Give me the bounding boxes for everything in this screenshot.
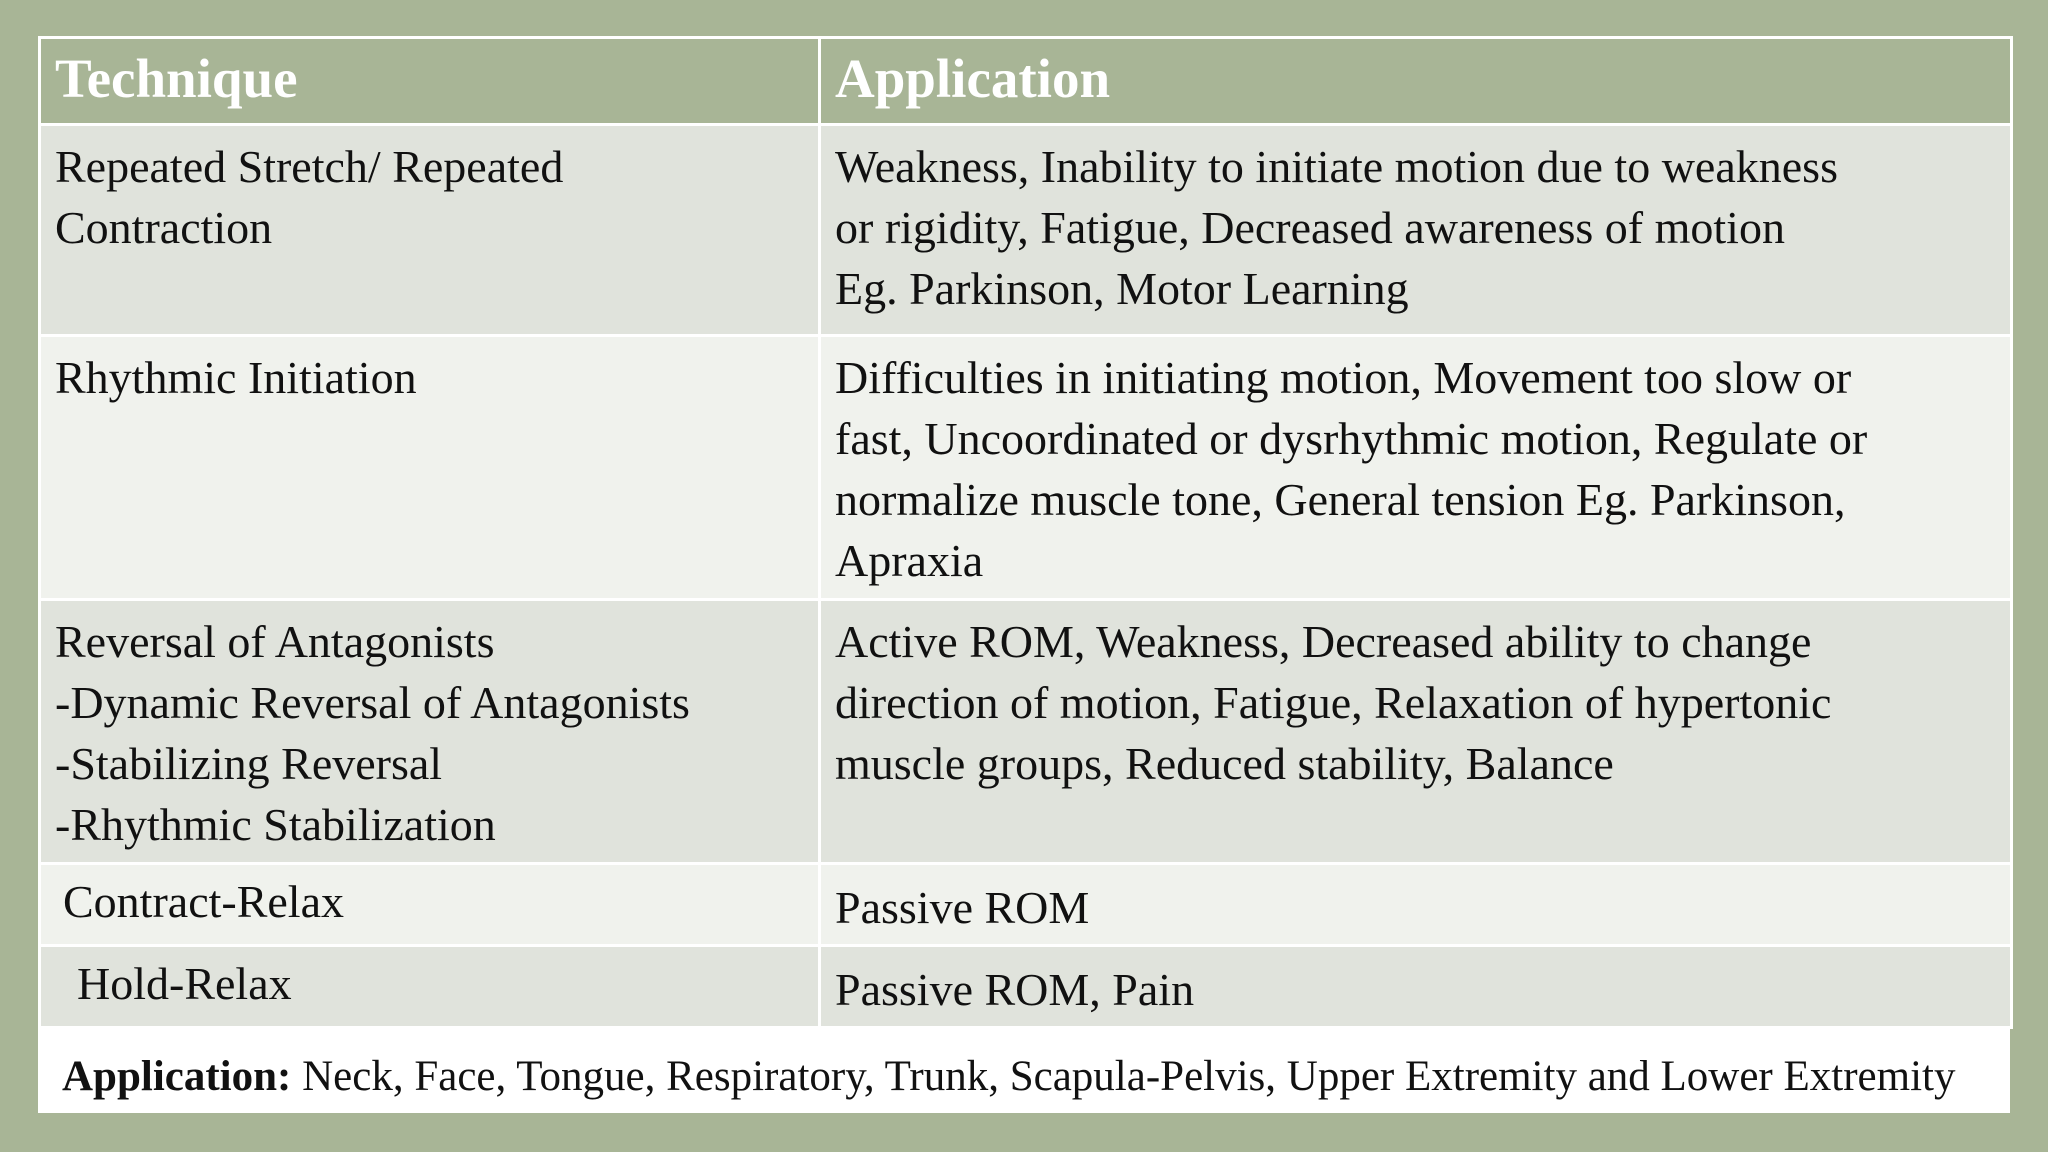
technique-line: -Stabilizing Reversal [55,738,443,789]
application-line: Active ROM, Weakness, Decreased ability to change [835,616,1812,667]
technique-cell [40,336,820,600]
application-line: Passive ROM [835,882,1090,933]
application-cell [820,600,2012,864]
header-application: Application [820,38,2012,125]
technique-line: Hold-Relax [77,958,292,1009]
application-line: Passive ROM, Pain [835,964,1195,1015]
application-line: normalize muscle tone, General tension Eg. Parkinson, [835,474,1846,525]
technique-line: Contract-Relax [63,876,345,927]
table-row [40,946,2012,1028]
table-row [40,864,2012,946]
header-row [40,38,2012,125]
technique-table [38,36,2010,1113]
application-line: fast, Uncoordinated or dysrhythmic motion, Regulate or [835,413,1868,464]
application-cell [820,125,2012,336]
footnote-label: Application: [62,1053,292,1100]
table-row [40,125,2012,336]
application-line: or rigidity, Fatigue, Decreased awareness of motion [835,202,1785,253]
technique-line: -Rhythmic Stabilization [55,799,496,850]
header-technique: Technique [40,38,820,125]
application-footnote [38,1029,2010,1113]
table-row [40,336,2012,600]
technique-cell [40,946,820,1028]
technique-line: -Dynamic Reversal of Antagonists [55,677,690,728]
technique-cell [40,125,820,336]
technique-line: Rhythmic Initiation [55,352,417,403]
application-line: muscle groups, Reduced stability, Balance [835,738,1614,789]
application-cell [820,864,2012,946]
technique-cell [40,864,820,946]
application-cell [820,946,2012,1028]
technique-line: Contraction [55,202,273,253]
application-line: Eg. Parkinson, Motor Learning [835,263,1409,314]
application-line: direction of motion, Fatigue, Relaxation of hypertonic [835,677,1832,728]
footnote-text: Neck, Face, Tongue, Respiratory, Trunk, Scapula-Pelvis, Upper Extremity and Lower Extremity [291,1053,1956,1100]
technique-cell [40,600,820,864]
pnf-techniques-table [38,36,2013,1029]
table-row [40,600,2012,864]
technique-line: Reversal of Antagonists [55,616,495,667]
technique-line: Repeated Stretch/ Repeated [55,141,564,192]
application-line: Weakness, Inability to initiate motion due to weakness [835,141,1838,192]
application-line: Difficulties in initiating motion, Movement too slow or [835,352,1852,403]
application-line: Apraxia [835,535,984,586]
application-cell [820,336,2012,600]
